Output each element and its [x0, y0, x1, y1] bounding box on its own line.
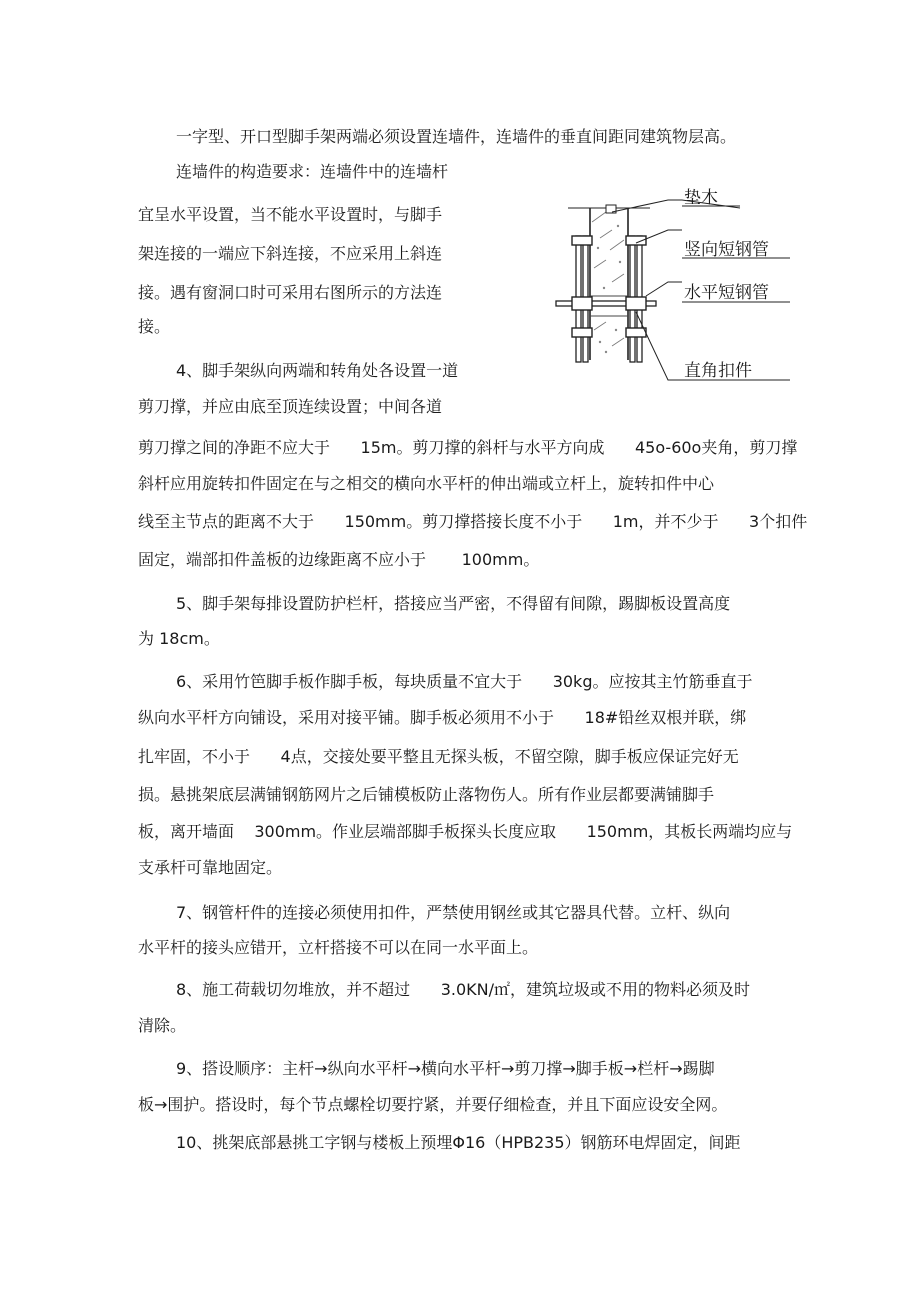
text-line-26: 板→围护。搭设时，每个节点螺栓切要拧紧，并要仔细检查，并且下面应设安全网。: [138, 1095, 728, 1114]
text-line-9: 剪刀撑之间的净距不应大于 15m。剪刀撑的斜杆与水平方向成 45o-60o夹角，剪刀撑: [138, 438, 798, 457]
text-line-14: 为 18cm。: [138, 629, 220, 648]
text-line-12: 固定，端部扣件盖板的边缘距离不应小于 100mm。: [138, 550, 540, 569]
text-line-23: 8、施工荷载切勿堆放，并不超过 3.0KN/㎡，建筑垃圾或不用的物料必须及时: [176, 980, 750, 999]
text-line-25: 9、搭设顺序：主杆→纵向水平杆→横向水平杆→剪刀撑→脚手板→栏杆→踢脚: [176, 1059, 715, 1078]
text-line-18: 损。悬挑架底层满铺钢筋网片之后铺模板防止落物伤人。所有作业层都要满铺脚手: [138, 785, 715, 804]
text-line-8: 剪刀撑，并应由底至顶连续设置；中间各道: [138, 397, 443, 416]
text-line-27: 10、挑架底部悬挑工字钢与楼板上预埋Φ16（HPB235）钢筋环电焊固定，间距: [176, 1133, 741, 1152]
text-line-13: 5、脚手架每排设置防护栏杆，搭接应当严密，不得留有间隙，踢脚板设置高度: [176, 594, 731, 613]
text-line-1: 一字型、开口型脚手架两端必须设置连墙件，连墙件的垂直间距同建筑物层高。: [176, 127, 737, 146]
label-wood-block: 垫木: [684, 188, 718, 208]
text-line-16: 纵向水平杆方向铺设，采用对接平铺。脚手板必须用不小于 18#铅丝双根并联，绑: [138, 708, 747, 727]
text-line-10: 斜杆应用旋转扣件固定在与之相交的横向水平杆的伸出端或立杆上，旋转扣件中心: [138, 474, 715, 493]
text-line-7: 4、脚手架纵向两端和转角处各设置一道: [176, 361, 459, 380]
label-horizontal-short-tube: 水平短钢管: [684, 283, 769, 303]
text-line-17: 扎牢固，不小于 4点，交接处要平整且无探头板，不留空隙，脚手板应保证完好无: [138, 747, 739, 766]
text-line-20: 支承杆可靠地固定。: [138, 858, 283, 877]
label-vertical-short-tube: 竖向短钢管: [684, 240, 769, 260]
text-line-21: 7、钢管杆件的连接必须使用扣件，严禁使用钢丝或其它器具代替。立杆、纵向: [176, 903, 731, 922]
text-line-5: 接。遇有窗洞口时可采用右图所示的方法连: [138, 283, 443, 302]
text-line-2: 连墙件的构造要求：连墙件中的连墙杆: [176, 162, 449, 181]
text-line-11: 线至主节点的距离不大于 150mm。剪刀撑搭接长度不小于 1m，并不少于 3个扣件: [138, 512, 808, 531]
text-line-24: 清除。: [138, 1016, 187, 1035]
text-line-3: 宜呈水平设置，当不能水平设置时，与脚手: [138, 205, 443, 224]
label-right-angle-coupler: 直角扣件: [684, 361, 752, 381]
text-line-19: 板，离开墙面 300mm。作业层端部脚手板探头长度应取 150mm，其板长两端均应与: [138, 822, 793, 841]
text-line-4: 架连接的一端应下斜连接，不应采用上斜连: [138, 244, 443, 263]
text-line-15: 6、采用竹笆脚手板作脚手板，每块质量不宜大于 30kg。应按其主竹筋垂直于: [176, 672, 753, 691]
text-line-6: 接。: [138, 317, 171, 336]
text-line-22: 水平杆的接头应错开，立杆搭接不可以在同一水平面上。: [138, 938, 539, 957]
